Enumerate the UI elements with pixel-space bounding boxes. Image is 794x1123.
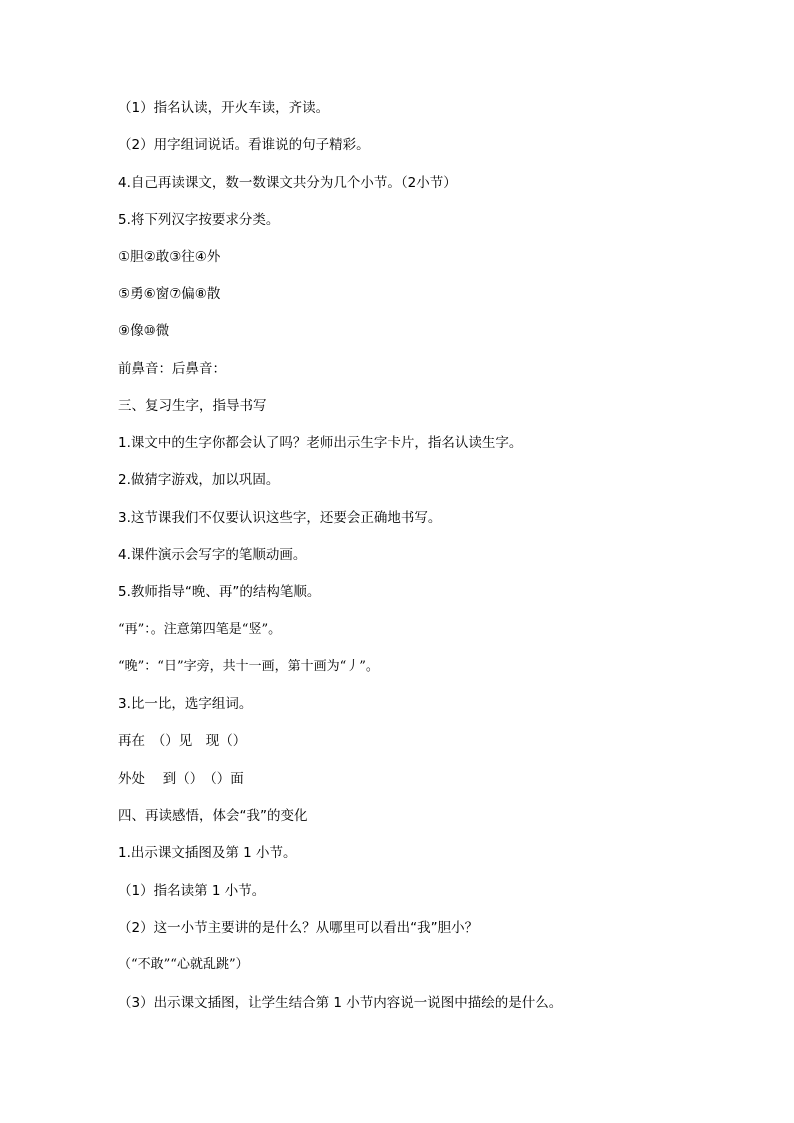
text-line: （2）用字组词说话。看谁说的句子精彩。: [118, 137, 370, 153]
text-line: 前鼻音：后鼻音：: [118, 361, 226, 377]
text-line: （2）这一小节主要讲的是什么？从哪里可以看出“我”胆小？: [118, 920, 479, 936]
text-line: ⑨像⑩微: [118, 323, 170, 339]
text-line: 4.自己再读课文，数一数课文共分为几个小节。（2小节）: [118, 175, 457, 191]
text-line: 5.教师指导“晚、再”的结构笔顺。: [118, 584, 321, 600]
text-line: 5.将下列汉字按要求分类。: [118, 212, 280, 228]
section-heading: 三、复习生字，指导书写: [118, 398, 267, 414]
text-line: （“不敢”“心就乱跳”）: [118, 957, 249, 972]
text-line: （1）指名认读，开火车读，齐读。: [118, 100, 330, 116]
text-line: （3）出示课文插图，让学生结合第 1 小节内容说一说图中描绘的是什么。: [118, 995, 563, 1011]
text-line: ⑤勇⑥窗⑦偏⑧散: [118, 286, 221, 302]
text-line: （1）指名读第 1 小节。: [118, 883, 266, 899]
text-line: 3.这节课我们不仅要认识这些字，还要会正确地书写。: [118, 510, 442, 526]
section-heading: 四、再读感悟，体会“我”的变化: [118, 808, 308, 824]
text-line: 3.比一比，选字组词。: [118, 696, 253, 712]
text-line: “再”：。注意第四笔是“竖”。: [118, 622, 282, 637]
text-line: ①胆②敢③往④外: [118, 249, 221, 265]
text-line: 外处 到（） （）面: [118, 771, 244, 787]
text-line: 2.做猜字游戏，加以巩固。: [118, 472, 280, 488]
text-line: “晚”：“日”字旁，共十一画，第十画为“丿”。: [118, 659, 379, 674]
text-line: 1.出示课文插图及第 1 小节。: [118, 845, 297, 861]
text-line: 1.课文中的生字你都会认了吗？老师出示生字卡片，指名认读生字。: [118, 435, 523, 451]
text-line: 4.课件演示会写字的笔顺动画。: [118, 547, 307, 563]
text-line: 再在 （）见 现（）: [118, 733, 247, 749]
